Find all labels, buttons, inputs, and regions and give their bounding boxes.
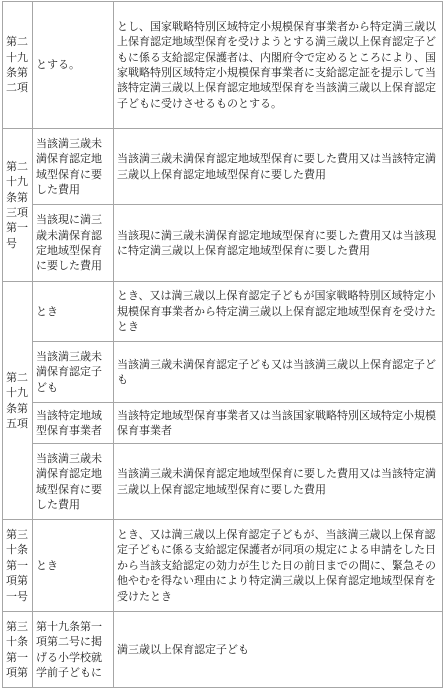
table-row — [3, 129, 443, 205]
article-cell: 第二十九条第五項 — [3, 282, 33, 520]
article-cell: 第二十九条第二項 — [3, 2, 33, 129]
table-row — [3, 342, 443, 403]
replacement-cell: 当該現に満三歳未満保育認定地域型保育に要した費用又は当該現に特定満三歳以上保育認定地域型保育に要した費用 — [114, 205, 443, 282]
table-row — [3, 205, 443, 282]
article-cell: 第三十条第一項第 — [3, 612, 33, 688]
replacement-cell: 満三歳以上保育認定子ども — [114, 612, 443, 688]
table-row — [3, 520, 443, 612]
article-cell: 第三十条第一項第一号 — [3, 520, 33, 612]
replacement-cell: とき、又は満三歳以上保育認定子どもが、当該満三歳以上保育認定子どもに係る支給認定保護者が同項の規定による申請をした日から当該支給認定の効力が生じた日の前日までの間に、緊急その他やむを得ない理由により特定満三歳以上保育認定地域型保育を受けたとき — [114, 520, 443, 612]
table-row — [3, 444, 443, 520]
term-cell: とき — [33, 282, 114, 342]
replacement-cell: 当該満三歳未満保育認定子ども又は当該満三歳以上保育認定子ども — [114, 342, 443, 403]
replacement-table — [2, 1, 443, 688]
term-cell: とき — [33, 520, 114, 612]
table-row — [3, 282, 443, 342]
term-cell: 当該現に満三歳未満保育認定地域型保育に要した費用 — [33, 205, 114, 282]
table-row — [3, 403, 443, 444]
article-cell: 第二十九条第三項第一号 — [3, 129, 33, 282]
table-row — [3, 2, 443, 129]
table-row — [3, 612, 443, 688]
term-cell: 当該特定地域型保育事業者 — [33, 403, 114, 444]
replacement-cell: とし、国家戦略特別区域特定小規模保育事業者から特定満三歳以上保育認定地域型保育を受けようとする満三歳以上保育認定子どもに係る支給認定保護者は、内閣府令で定めるところにより、国家戦略特別区域特定小規模保育事業者に支給認定証を提示して当該特定満三歳以上保育認定地域型保育を当該満三歳以上保育認定子どもに受けさせるものとする。 — [114, 2, 443, 129]
replacement-cell: とき、又は満三歳以上保育認定子どもが国家戦略特別区域特定小規模保育事業者から特定満三歳以上保育認定地域型保育を受けたとき — [114, 282, 443, 342]
term-cell: とする。 — [33, 2, 114, 129]
replacement-cell: 当該満三歳未満保育認定地域型保育に要した費用又は当該特定満三歳以上保育認定地域型保育に要した費用 — [114, 444, 443, 520]
replacement-cell: 当該特定地域型保育事業者又は当該国家戦略特別区域特定小規模保育事業者 — [114, 403, 443, 444]
term-cell: 当該満三歳未満保育認定地域型保育に要した費用 — [33, 129, 114, 205]
term-cell: 当該満三歳未満保育認定子ども — [33, 342, 114, 403]
term-cell: 第十九条第一項第二号に掲げる小学校就学前子どもに — [33, 612, 114, 688]
term-cell: 当該満三歳未満保育認定地域型保育に要した費用 — [33, 444, 114, 520]
replacement-cell: 当該満三歳未満保育認定地域型保育に要した費用又は当該特定満三歳以上保育認定地域型保育に要した費用 — [114, 129, 443, 205]
